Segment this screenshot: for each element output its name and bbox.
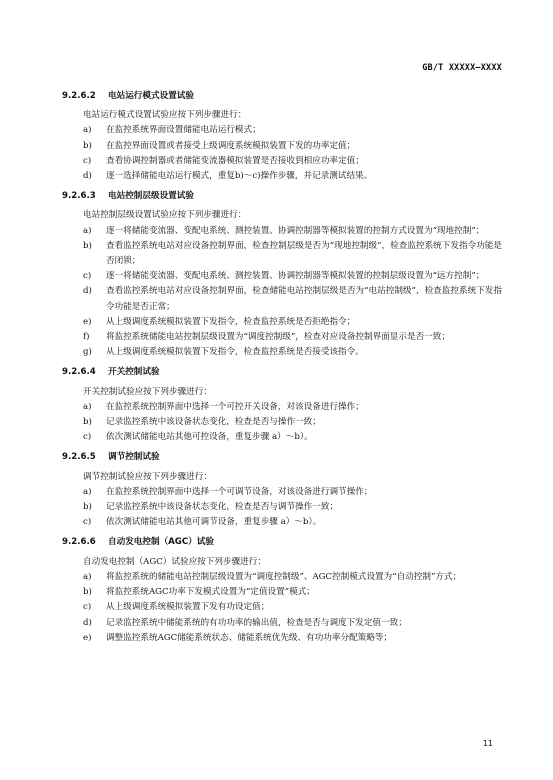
list-item	[62, 330, 502, 345]
clause-title: 自动发电控制（AGC）试验	[108, 537, 214, 548]
list-item-marker: e)	[83, 632, 92, 643]
list-item	[62, 485, 502, 500]
clause-intro: 自动发电控制（AGC）试验应按下列步骤进行：	[83, 556, 266, 567]
page-number: 11	[482, 739, 493, 748]
list-item-marker: b)	[83, 240, 92, 251]
clause-number: 9.2.6.4	[62, 367, 96, 378]
list-item-marker: d)	[83, 286, 92, 297]
list-item-text: 逐一选择储能电站运行模式，重复b)～c)操作步骤，并记录测试结果。	[106, 171, 373, 182]
list-item-marker: a)	[83, 486, 92, 497]
list-item-text: 在监控系统界面设置储能电站运行模式；	[106, 125, 261, 136]
list-item	[62, 570, 502, 585]
list-item-marker: d)	[83, 617, 92, 628]
clause-intro: 电站控制层级设置试验应按下列步骤进行：	[83, 210, 247, 221]
clause-title: 电站运行模式设置试验	[108, 91, 194, 101]
list-item	[62, 169, 502, 184]
clause-intro: 调节控制试验应按下列步骤进行：	[83, 471, 212, 482]
clause-section	[62, 535, 502, 645]
list-item-text: 在监控系统控制界面中选择一个可控开关设备，对该设备进行操作；	[106, 401, 364, 412]
clause-section	[62, 189, 502, 360]
list-item-marker: c)	[83, 602, 92, 613]
list-item-text: 从上级调度系统模拟装置下发有功设定值；	[106, 602, 270, 613]
list-item	[62, 585, 502, 600]
list-item-marker: d)	[83, 171, 92, 182]
list-item-text: 从上级调度系统模拟装置下发指令，检查监控系统是否接受该指令。	[106, 347, 364, 358]
clause-heading	[62, 535, 502, 550]
clause-intro: 电站运行模式设置试验应按下列步骤进行：	[83, 110, 247, 121]
list-item-text: 记录监控系统中该设备状态变化，检查是否与调节操作一致；	[106, 502, 339, 513]
list-item	[62, 315, 502, 330]
clause-heading	[62, 89, 502, 104]
list-item	[62, 515, 502, 530]
list-item-text: 将监控系统储能电站控制层级设置为“调度控制级”，检查对应设备控制界面显示是否一致；	[106, 332, 450, 343]
list-item	[62, 631, 502, 646]
list-item-text: 在监控系统控制界面中选择一个可调节设备，对该设备进行调节操作；	[106, 486, 373, 497]
list-item-marker: f)	[83, 332, 90, 343]
list-item-text: 查看监控系统电站对应设备控制界面，检查控制层级是否为“现地控制级”，检查监控系统下发指令功能是否闭锁；	[106, 240, 502, 267]
list-item-text: 逐一将储能变流器、变配电系统、测控装置、协调控制器等模拟装置的控制方式设置为“现地控制”；	[106, 225, 485, 236]
list-item-marker: c)	[83, 155, 92, 166]
list-item-text: 依次测试储能电站其他可调节设备，重复步骤 a）～b）。	[106, 517, 322, 528]
list-item-text: 查看监控系统电站对应设备控制界面，检查储能电站控制层级是否为“电站控制级”，检查监控系统下发指令功能是否正常；	[106, 286, 502, 312]
list-item-marker: g)	[83, 347, 92, 358]
clause-number: 9.2.6.6	[62, 537, 96, 548]
clause-title: 开关控制试验	[108, 367, 160, 378]
list-item-text: 记录监控系统中储能系统的有功功率的输出值，检查是否与调度下发定值一致；	[106, 617, 407, 628]
list-item-text: 逐一将储能变流器、变配电系统、测控装置、协调控制器等模拟装置的控制层级设置为“远方控制”；	[106, 271, 485, 282]
standard-code: GB/T XXXXX—XXXX	[422, 63, 502, 73]
clause-title: 电站控制层级设置试验	[108, 191, 194, 202]
list-item-text: 将监控系统的储能电站控制层级设置为“调度控制级”、AGC控制模式设置为“自动控制”方式；	[106, 571, 462, 582]
list-item	[62, 600, 502, 615]
clause-number: 9.2.6.2	[62, 91, 96, 101]
list-item-text: 在监控界面设置或者接受上级调度系统模拟装置下发的功率定值；	[106, 140, 356, 151]
clause-section	[62, 450, 502, 530]
list-item-marker: c)	[83, 271, 92, 282]
list-item-text: 记录监控系统中该设备状态变化，检查是否与操作一致；	[106, 417, 321, 428]
clause-title: 调节控制试验	[108, 452, 160, 463]
list-item-marker: b)	[83, 502, 92, 513]
list-item-marker: e)	[83, 316, 92, 327]
list-item	[62, 616, 502, 631]
clause-intro: 开关控制试验应按下列步骤进行：	[83, 386, 212, 397]
list-item	[62, 400, 502, 415]
list-item-marker: a)	[83, 571, 92, 582]
clause-number: 9.2.6.5	[62, 452, 96, 463]
list-item-text: 从上级调度系统模拟装置下发指令，检查监控系统是否拒绝指令；	[106, 316, 356, 327]
list-item	[62, 224, 502, 239]
list-item-text: 依次测试储能电站其他可控设备，重复步骤 a）～b）。	[106, 432, 313, 443]
clause-heading	[62, 365, 502, 380]
list-item	[62, 269, 502, 284]
list-item	[62, 430, 502, 445]
list-item	[62, 139, 502, 154]
list-item	[62, 284, 502, 314]
list-item	[62, 239, 502, 269]
clause-heading	[62, 189, 502, 204]
list-item-marker: b)	[83, 140, 92, 151]
list-item-marker: a)	[83, 225, 92, 236]
list-item-marker: b)	[83, 587, 92, 598]
document-body	[62, 86, 502, 651]
list-item-text: 调整监控系统AGC储能系统状态、储能系统优先级、有功功率分配策略等；	[106, 632, 393, 643]
list-item-text: 将监控系统AGC功率下发模式设置为“定值设置”模式；	[106, 587, 315, 598]
clause-section	[62, 365, 502, 445]
list-item	[62, 345, 502, 360]
clause-number: 9.2.6.3	[62, 191, 96, 202]
list-item	[62, 415, 502, 430]
list-item-marker: a)	[83, 125, 92, 136]
list-item-marker: b)	[83, 417, 92, 428]
list-item	[62, 500, 502, 515]
list-item	[62, 123, 502, 138]
list-item-marker: a)	[83, 401, 92, 412]
list-item-marker: c)	[83, 432, 92, 443]
list-item-marker: c)	[83, 517, 92, 528]
clause-heading	[62, 450, 502, 465]
clause-section	[62, 89, 502, 184]
list-item-text: 查看协调控制器或者储能变流器模拟装置是否接收到相应功率定值；	[106, 155, 364, 166]
list-item	[62, 154, 502, 169]
